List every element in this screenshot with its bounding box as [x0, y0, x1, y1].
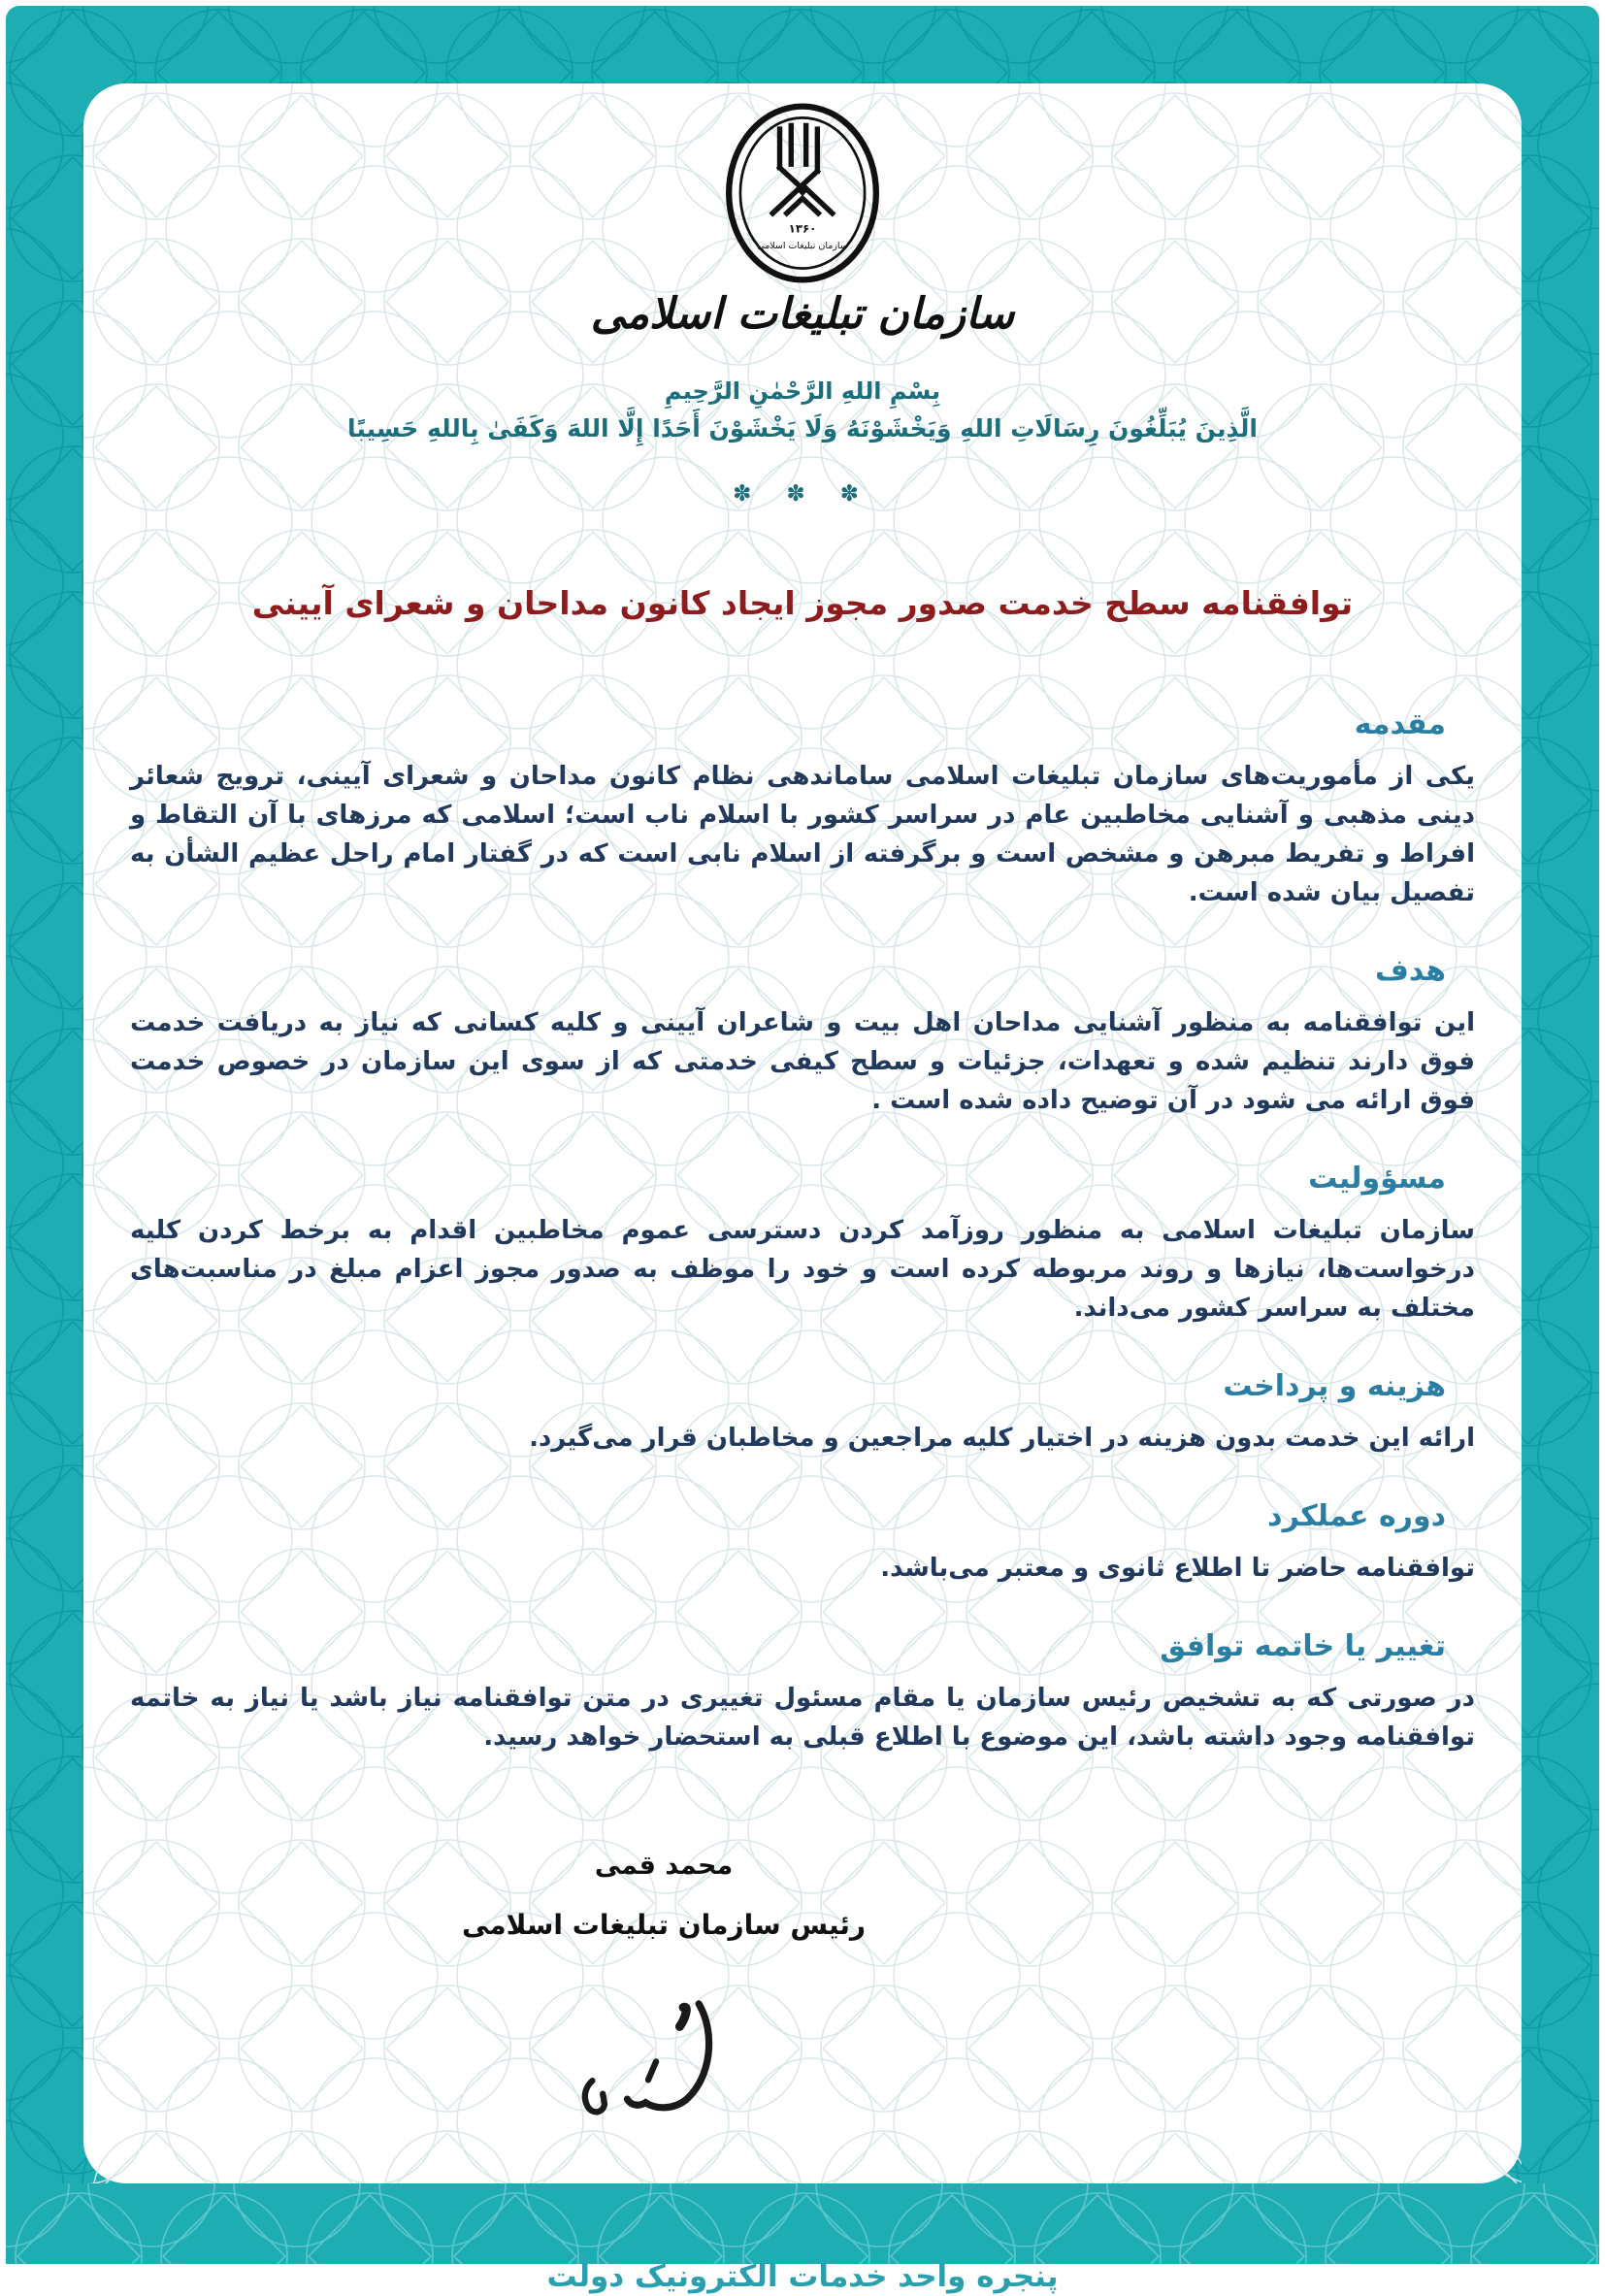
- section-heading: دوره عملکرد: [1267, 1499, 1446, 1533]
- section-heading: هدف: [1375, 954, 1446, 988]
- section-heading: هزینه و پرداخت: [1223, 1369, 1446, 1403]
- section-heading: مسؤولیت: [1308, 1162, 1446, 1196]
- section-performance-period: [130, 1496, 1475, 1588]
- logo-ring-text: سازمان تبلیغات اسلامی: [757, 240, 848, 251]
- ornament-separator: ✽ ✽ ✽: [733, 481, 872, 507]
- sections-list: [130, 705, 1475, 1756]
- bismillah-text: بِسْمِ اللهِ الرَّحْمٰنِ الرَّحِيمِ: [664, 377, 941, 405]
- signature-title: رئیس سازمان تبلیغات اسلامی: [461, 1909, 867, 1941]
- section-responsibility: [130, 1159, 1475, 1328]
- section-goal: [130, 951, 1475, 1120]
- organization-logo: [130, 103, 1475, 283]
- signature-block: [450, 1850, 877, 2160]
- logo-calligraphy: سازمان تبلیغات اسلامی: [590, 289, 1015, 339]
- section-change-termination: [130, 1626, 1475, 1756]
- section-body: سازمان تبلیغات اسلامی به منظور روزآمد کردن دسترسی عموم مخاطبین اقدام به برخط کردن کلیه درخواست‌ها، نیازها و روند مربوطه کرده است و خود را موظف به صدور مجوز اعزام مبلغ در مناسبت‌های مختلف به سراسر کشور می‌داند.: [130, 1216, 1475, 1323]
- section-heading: تغییر یا خاتمه توافق: [1160, 1629, 1446, 1663]
- section-body: توافقنامه حاضر تا اطلاع ثانوی و معتبر می‌باشد.: [880, 1554, 1475, 1583]
- section-heading: مقدمه: [1354, 707, 1446, 741]
- section-body: یکی از مأموریت‌های سازمان تبلیغات اسلامی ساماندهی نظام کانون مداحان و شعرای آیینی، ترویج شعائر دینی مذهبی و آشنایی مخاطبین عام در سراسر کشور با اسلام ناب است؛ اسلامی که مرزهای با آن التقاط و افراط و تفریط مبرهن و مشخص است و برگرفته از اسلام نابی است که در گفتار امام راحل عظیم الشأن به تفصیل بیان شده است.: [130, 762, 1475, 907]
- signature-name: محمد قمی: [594, 1851, 734, 1881]
- document-title: توافقنامه سطح خدمت صدور مجوز ایجاد کانون مداحان و شعرای آیینی: [251, 584, 1354, 622]
- quran-verse: الَّذِينَ يُبَلِّغُونَ رِسَالَاتِ اللهِ وَيَخْشَوْنَهُ وَلَا يَخْشَوْنَ أَحَدًا إِلَّا اللهَ وَكَفَىٰ بِاللهِ حَسِيبًا: [347, 414, 1258, 443]
- footer-text: پنجره واحد خدمات الکترونیک دولت: [546, 2259, 1059, 2294]
- section-body: ارائه این خدمت بدون هزینه در اختیار کلیه مراجعین و مخاطبان قرار می‌گیرد.: [529, 1424, 1475, 1453]
- document-content: [83, 83, 1522, 2294]
- logo-year: ۱۳۶۰: [788, 221, 817, 236]
- logo-emblem: [723, 103, 882, 283]
- section-body: در صورتی که به تشخیص رئیس سازمان یا مقام مسئول تغییری در متن توافقنامه نیاز باشد یا نیاز به خاتمه توافقنامه وجود داشته باشد، این موضوع با اطلاع قبلی به استحضار خواهد رسید.: [130, 1684, 1475, 1752]
- section-introduction: [130, 705, 1475, 912]
- kufic-allah-mark: [772, 125, 832, 213]
- interior-panel: [83, 83, 1522, 2294]
- signature-scribble: [552, 1991, 727, 2156]
- bottom-band: [6, 2183, 1599, 2264]
- section-cost-payment: [130, 1366, 1475, 1458]
- section-body: این توافقنامه به منظور آشنایی مداحان اهل بیت و شاعران آیینی و کلیه کسانی که نیاز به دریافت خدمت فوق دارند تنظیم شده و تعهدات، جزئیات و سطح کیفی خدمتی که از سوی این سازمان در خصوص خدمت فوق ارائه می شود در آن توضیح داده شده است .: [130, 1008, 1475, 1115]
